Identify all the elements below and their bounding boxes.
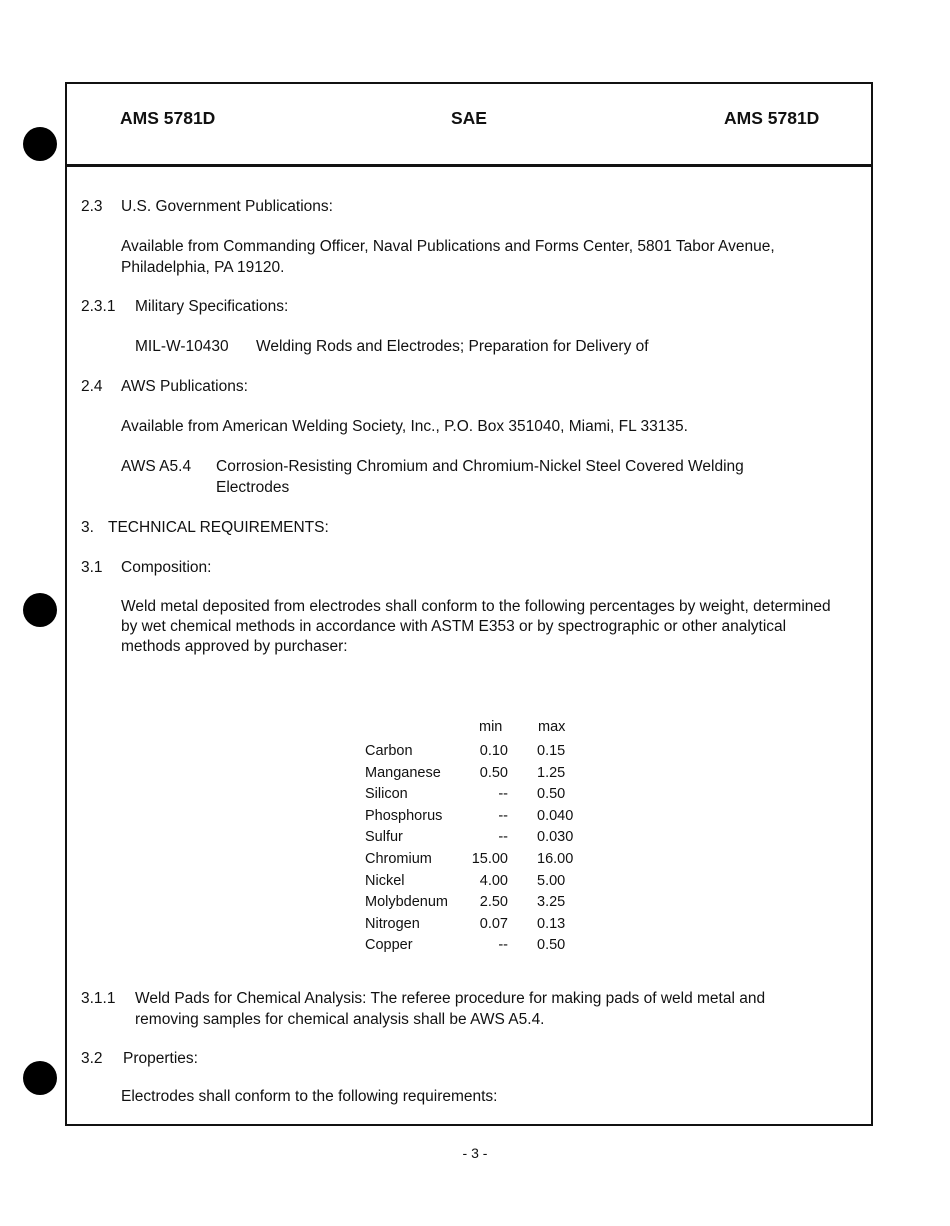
section-body: Electrodes shall conform to the following requirements: bbox=[121, 1088, 498, 1105]
table-cell-element: Phosphorus bbox=[365, 807, 443, 824]
table-cell-min: 0.10 bbox=[479, 743, 508, 759]
table-cell-max: 0.50 bbox=[537, 937, 566, 954]
table-cell-element: Nickel bbox=[365, 872, 405, 889]
table-cell-max: 16.00 bbox=[537, 851, 574, 867]
table-cell-max: 0.15 bbox=[537, 743, 566, 759]
header-doc-id-right: AMS 5781D bbox=[724, 108, 820, 128]
section-title: Military Specifications: bbox=[135, 298, 289, 315]
table-cell-min: 4.00 bbox=[479, 872, 508, 889]
page-number: - 3 - bbox=[462, 1145, 488, 1161]
table-cell-element: Carbon bbox=[365, 743, 413, 759]
table-cell-min: -- bbox=[498, 807, 508, 824]
revision-bullet-icon bbox=[23, 127, 57, 161]
table-cell-element: Molybdenum bbox=[365, 894, 449, 911]
section-title: Composition: bbox=[121, 559, 212, 576]
section-number: 2.3.1 bbox=[81, 298, 116, 315]
section-number: 2.3 bbox=[81, 198, 103, 215]
table-cell-max: 3.25 bbox=[537, 894, 566, 911]
revision-bullet-icon bbox=[23, 593, 57, 627]
table-cell-max: 1.25 bbox=[537, 764, 566, 781]
section-body: Weld metal deposited from electrodes shall conform to the following percentages by weight, determined by wet chemical methods in accordance with ASTM E353 or by spectrographic or other analytical methods approved by purchaser: bbox=[121, 598, 831, 655]
section-body: Available from Commanding Officer, Naval Publications and Forms Center, 5801 Tabor Avenue, Philadelphia, PA 19120. bbox=[121, 238, 775, 276]
reference-id: MIL-W-10430 bbox=[135, 338, 229, 355]
table-cell-min: -- bbox=[498, 937, 508, 954]
section-body: Available from American Welding Society, Inc., P.O. Box 351040, Miami, FL 33135. bbox=[121, 418, 688, 435]
section-number: 3.2 bbox=[81, 1050, 103, 1067]
table-cell-max: 0.50 bbox=[537, 786, 566, 803]
table-cell-max: 5.00 bbox=[537, 872, 566, 889]
section-body: Weld Pads for Chemical Analysis: The referee procedure for making pads of weld metal and removing samples for chemical analysis shall be AWS A5.4. bbox=[135, 990, 766, 1028]
section-number: 2.4 bbox=[81, 378, 103, 395]
header-doc-id-left: AMS 5781D bbox=[120, 108, 216, 128]
section-number: 3.1 bbox=[81, 559, 103, 576]
header-divider bbox=[65, 164, 873, 167]
table-cell-min: 2.50 bbox=[479, 894, 508, 911]
column-header-min: min bbox=[479, 719, 503, 735]
header-org: SAE bbox=[451, 108, 487, 128]
table-cell-max: 0.040 bbox=[537, 807, 574, 824]
table-cell-min: 0.07 bbox=[479, 915, 508, 932]
table-cell-min: 0.50 bbox=[479, 764, 508, 781]
section-number: 3. bbox=[81, 519, 94, 536]
revision-bullet-icon bbox=[23, 1061, 57, 1095]
table-cell-element: Chromium bbox=[365, 851, 432, 867]
reference-title: Welding Rods and Electrodes; Preparation for Delivery of bbox=[256, 338, 649, 355]
column-header-max: max bbox=[538, 719, 566, 735]
table-cell-element: Nitrogen bbox=[365, 915, 420, 932]
table-cell-min: -- bbox=[498, 829, 508, 846]
section-title: U.S. Government Publications: bbox=[121, 198, 333, 215]
section-title: AWS Publications: bbox=[121, 378, 248, 395]
table-cell-element: Manganese bbox=[365, 764, 441, 781]
table-cell-element: Sulfur bbox=[365, 829, 403, 846]
section-title: Properties: bbox=[123, 1050, 198, 1067]
section-number: 3.1.1 bbox=[81, 990, 116, 1007]
section-title: TECHNICAL REQUIREMENTS: bbox=[108, 519, 329, 536]
reference-id: AWS A5.4 bbox=[121, 458, 192, 475]
table-cell-min: -- bbox=[498, 786, 508, 803]
table-cell-element: Copper bbox=[365, 937, 413, 954]
reference-title: Corrosion-Resisting Chromium and Chromium-Nickel Steel Covered Welding Electrodes bbox=[216, 458, 744, 496]
table-cell-max: 0.13 bbox=[537, 915, 566, 932]
table-cell-max: 0.030 bbox=[537, 829, 574, 846]
table-cell-min: 15.00 bbox=[471, 851, 508, 867]
table-cell-element: Silicon bbox=[365, 786, 408, 803]
